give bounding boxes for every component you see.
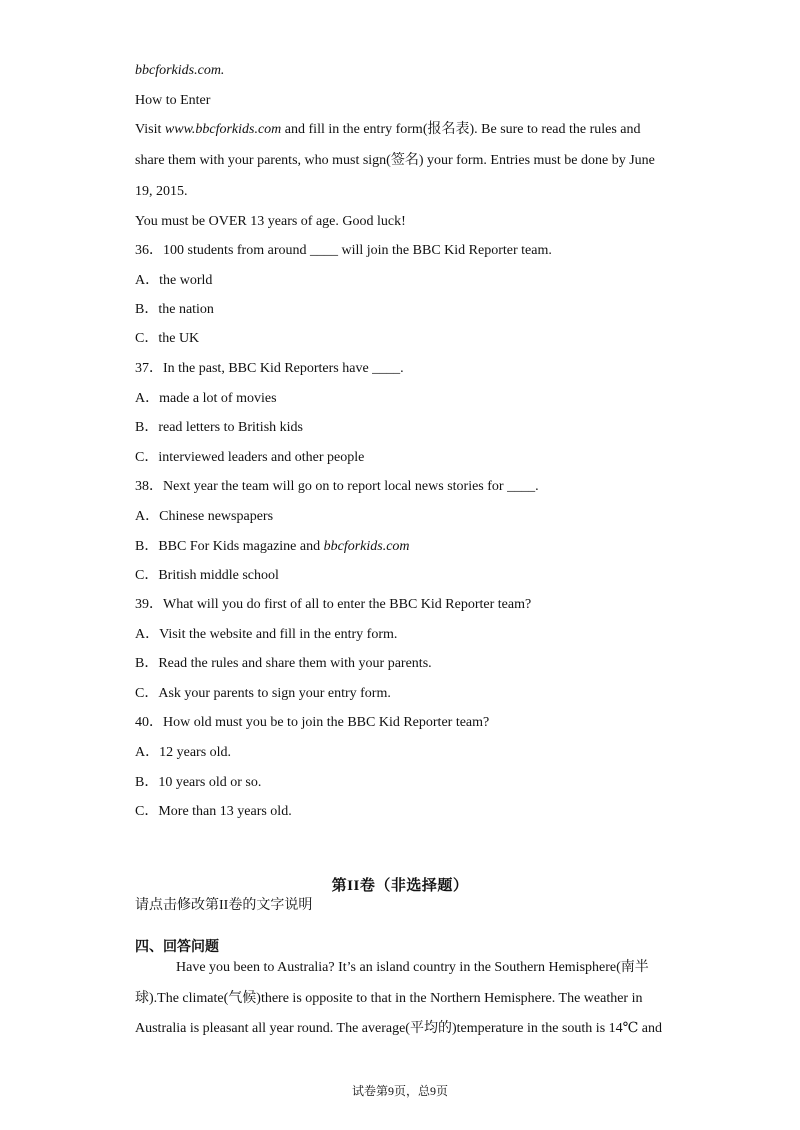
question-36-option-b: B．the nation	[135, 302, 214, 317]
how-to-enter-heading: How to Enter	[135, 93, 211, 108]
question-37-option-c: C．interviewed leaders and other people	[135, 450, 365, 465]
question-39-stem: 39．What will you do first of all to enter the BBC Kid Reporter team?	[135, 597, 532, 612]
question-39-option-c: C．Ask your parents to sign your entry form.	[135, 686, 391, 701]
passage-line-2: 球).The climate(气候)there is opposite to that in the Northern Hemisphere. The weather in	[135, 991, 643, 1006]
question-36-stem: 36．100 students from around ____ will join the BBC Kid Reporter team.	[135, 243, 552, 258]
question-38-option-b-url: bbcforkids.com	[323, 539, 410, 554]
visit-url: www.bbcforkids.com	[164, 122, 282, 137]
question-37-stem: 37．In the past, BBC Kid Reporters have ____.	[135, 361, 404, 376]
visit-prefix: Visit	[135, 122, 165, 137]
question-39-option-b: B．Read the rules and share them with your parents.	[135, 656, 432, 671]
passage-line-1: Have you been to Australia? It’s an island country in the Southern Hemisphere(南半	[176, 960, 649, 975]
question-38-option-c: C．British middle school	[135, 568, 279, 583]
intro-line-website: bbcforkids.com.	[135, 63, 225, 78]
age-line: You must be OVER 13 years of age. Good luck!	[135, 214, 406, 229]
question-38-option-b-text: B．BBC For Kids magazine and	[135, 539, 324, 554]
share-line: share them with your parents, who must sign(签名) your form. Entries must be done by June	[135, 153, 655, 168]
section-2-heading: 四、回答问题	[135, 940, 219, 955]
question-38-option-a: A．Chinese newspapers	[135, 509, 274, 524]
passage-line-3: Australia is pleasant all year round. The average(平均的)temperature in the south is 14℃ and	[135, 1021, 663, 1036]
visit-line	[135, 121, 641, 139]
question-40-stem: 40．How old must you be to join the BBC Kid Reporter team?	[135, 715, 490, 730]
question-40-option-a: A．12 years old.	[135, 745, 232, 760]
page-footer: 试卷第9页，总9页	[351, 1084, 448, 1098]
question-39-option-a: A．Visit the website and fill in the entry form.	[135, 627, 398, 642]
visit-suffix: and fill in the entry form(报名表). Be sure to read the rules and	[281, 122, 641, 137]
question-37-option-b: B．read letters to British kids	[135, 420, 303, 435]
question-36-option-c: C．the UK	[135, 331, 200, 346]
question-36-option-a: A．the world	[135, 273, 213, 288]
question-38-stem: 38．Next year the team will go on to report local news stories for ____.	[135, 479, 539, 494]
question-40-option-c: C．More than 13 years old.	[135, 804, 292, 819]
section-2-note: 请点击修改第II卷的文字说明	[135, 898, 313, 913]
question-37-option-a: A．made a lot of movies	[135, 391, 277, 406]
question-38-option-b	[135, 538, 410, 556]
question-40-option-b: B．10 years old or so.	[135, 775, 262, 790]
date-line: 19, 2015.	[135, 184, 188, 199]
section-2-title: 第II卷（非选择题）	[331, 878, 469, 894]
